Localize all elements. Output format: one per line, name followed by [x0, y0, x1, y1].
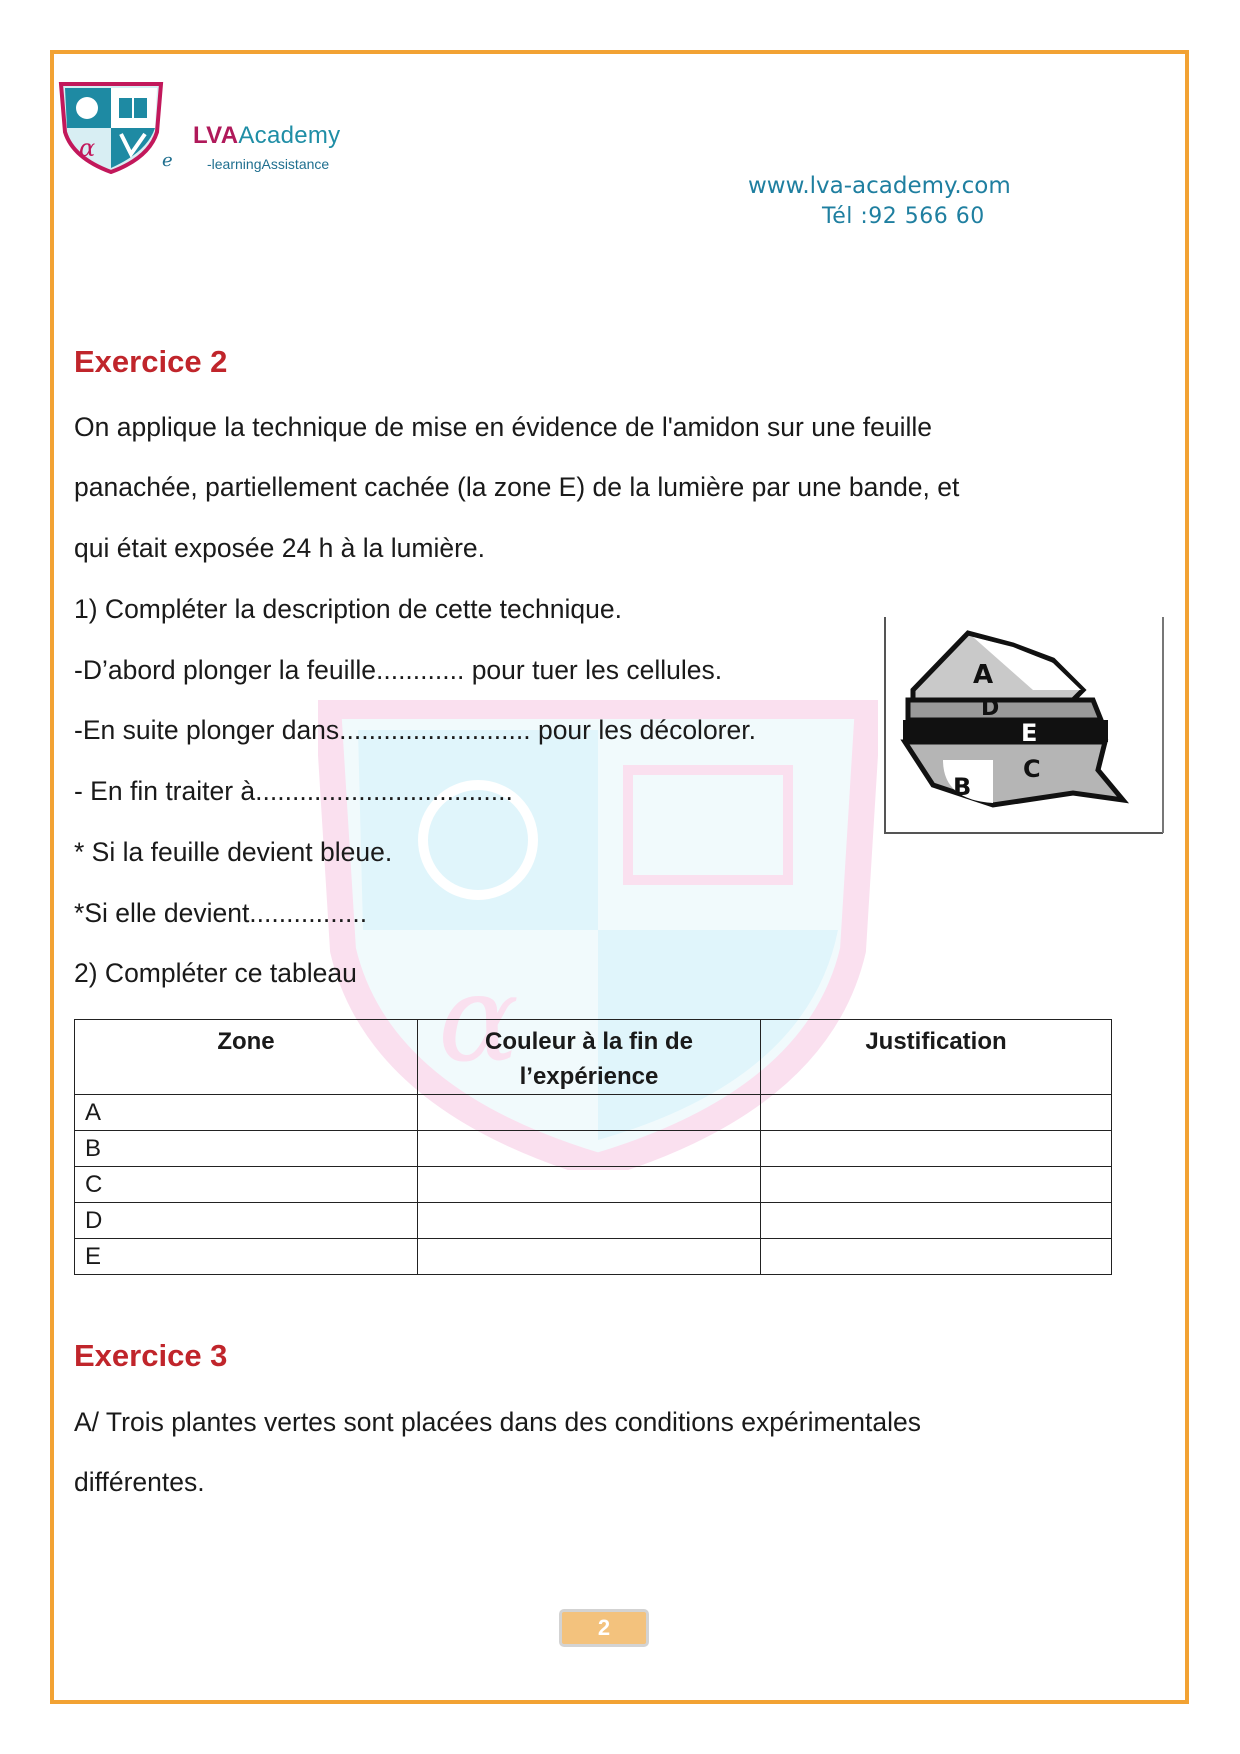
zone-label-d: D [981, 696, 1000, 721]
result-line-1: * Si la feuille devient bleue. [74, 837, 393, 867]
fill-in-line-3: - En fin traiter à................................... [74, 776, 513, 806]
question-1: 1) Compléter la description de cette technique. [74, 594, 622, 624]
column-header-justification: Justification [761, 1020, 1112, 1095]
svg-text:α: α [79, 134, 96, 162]
zone-cell: B [75, 1131, 418, 1167]
svg-text:α: α [438, 950, 520, 1089]
exercise-2-line: panachée, partiellement cachée (la zone E) de la lumière par une bande, et [74, 472, 960, 502]
color-cell[interactable] [418, 1203, 761, 1239]
color-cell[interactable] [418, 1131, 761, 1167]
fill-in-line-2: -En suite plonger dans.......................... pour les décolorer. [74, 715, 756, 745]
lva-academy-logo [57, 78, 165, 174]
fill-in-line-1: -D’abord plonger la feuille............ pour tuer les cellules. [74, 655, 723, 685]
variegated-leaf-figure [883, 615, 1173, 840]
zone-cell: E [75, 1239, 418, 1275]
justification-cell[interactable] [761, 1095, 1112, 1131]
page-number-badge: 2 [559, 1609, 649, 1647]
table-row [75, 1095, 1112, 1131]
phone-number: Tél :92 566 60 [822, 204, 985, 229]
zone-label-a: A [973, 660, 994, 690]
zone-table [74, 1019, 1112, 1275]
result-line-2: *Si elle devient................ [74, 898, 368, 928]
table-row [75, 1239, 1112, 1275]
column-header-zone: Zone [75, 1020, 418, 1095]
zone-label-c: C [1023, 755, 1041, 783]
justification-cell[interactable] [761, 1203, 1112, 1239]
table-row [75, 1203, 1112, 1239]
zone-cell: A [75, 1095, 418, 1131]
column-header-couleur: Couleur à la fin de l’expérience [418, 1020, 761, 1095]
table-row [75, 1131, 1112, 1167]
brand-tagline: -learningAssistance [207, 156, 330, 172]
table-row [75, 1167, 1112, 1203]
color-cell[interactable] [418, 1167, 761, 1203]
question-2: 2) Compléter ce tableau [74, 958, 357, 988]
zone-cell: C [75, 1167, 418, 1203]
website-link[interactable]: www.lva-academy.com [748, 173, 1011, 199]
color-cell[interactable] [418, 1095, 761, 1131]
zone-label-b: B [953, 773, 972, 801]
zone-cell: D [75, 1203, 418, 1239]
justification-cell[interactable] [761, 1131, 1112, 1167]
exercise-2-line: On applique la technique de mise en évidence de l'amidon sur une feuille [74, 412, 933, 442]
justification-cell[interactable] [761, 1239, 1112, 1275]
zone-label-e: E [1021, 719, 1038, 747]
exercise-2-line: qui était exposée 24 h à la lumière. [74, 533, 486, 563]
table-header-row [75, 1020, 1112, 1095]
brand-name: LVAAcademy [193, 122, 341, 149]
exercise-3-line: A/ Trois plantes vertes sont placées dans des conditions expérimentales [74, 1407, 921, 1437]
color-cell[interactable] [418, 1239, 761, 1275]
exercise-2-heading: Exercice 2 [74, 344, 228, 379]
exercise-3-heading: Exercice 3 [74, 1338, 228, 1373]
exercise-3-line: différentes. [74, 1467, 205, 1497]
justification-cell[interactable] [761, 1167, 1112, 1203]
logo-e-letter: e [162, 150, 173, 171]
